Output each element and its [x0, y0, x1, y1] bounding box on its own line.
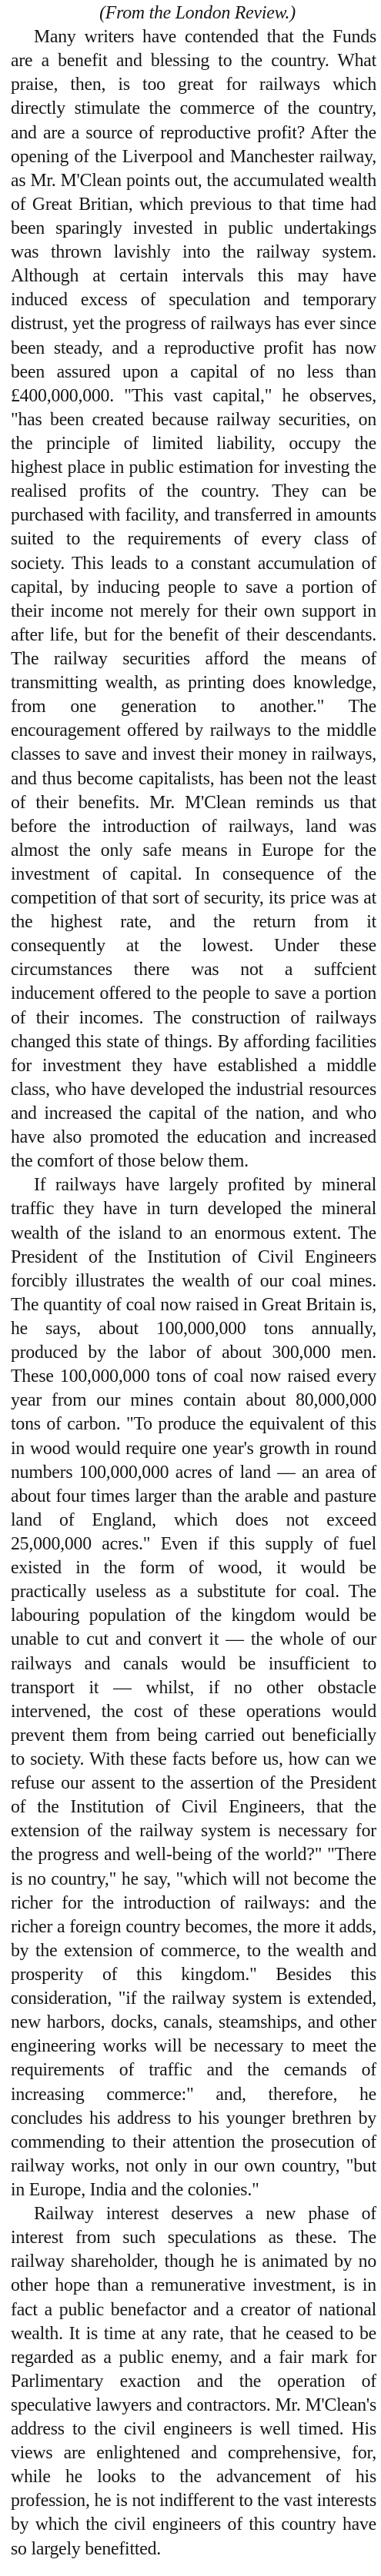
article-paragraph-3: Railway interest deserves a new phase of interest from such speculations as these. The railway shareholder, though he is animated by no other hope than a remunerative investment, is in fact a public benefactor and a creator of national wealth. It is time at any rate, that he ceased to be regarded as a public enemy, and a fair mark for Parlimentary exaction and the operation of speculative lawyers and contractors. Mr. M'Clean's address to the civil engineers is well timed. His views are enlightened and comprehensive, for, while he looks to the advancement of his profession, he is not indifferent to the vast interests by which the civil engineers of this country have so largely benefitted.	[11, 2204, 376, 2559]
article-paragraph-1: Many writers have contended that the Funds are a benefit and blessing to the country. What praise, then, is too great for railways which directly stimulate the commerce of the country, and are a source of reproductive profit? After the opening of the Liverpool and Manchester railway, as Mr. M'Clean points out, the accumulated wealth of Great Britian, which previous to that time had been sparingly invested in public undertakings was thrown lavishly into the railway system. Although at certain intervals this may have induced excess of speculation and temporary distrust, yet the progress of railways has ever since been steady, and a reproductive profit has now been assured upon a capital of no less than £400,000,000. "This vast capital," he observes, "has been created because railway securities, on the principle of limited liability, occupy the highest place in public estimation for investing the realised profits of the country. They can be purchased with facility, and transferred in amounts suited to the requirements of every class of society. This leads to a constant accumulation of capital, by inducing people to save a portion of their income not merely for their own support in after life, but for the benefit of their descendants. The railway securities afford the means of transmitting wealth, as printing does knowledge, from one generation to another." The encouragement offered by railways to the middle classes to save and invest their money in railways, and thus become capitalists, has been not the least of their benefits. Mr. M'Clean reminds us that before the introduction of railways, land was almost the only safe means in Europe for the investment of capital. In consequence of the competition of that sort of security, its price was at the highest rate, and the return from it consequently at the lowest. Under these circumstances there was not a suffcient inducement offered to the people to save a portion of their incomes. The construction of railways changed this state of things. By affording facilities for investment they have established a middle class, who have developed the industrial resources and increased the capital of the nation, and who have also promoted the education and increased the comfort of those below them.	[11, 27, 376, 1172]
article-paragraph-2: If railways have largely profited by mineral traffic they have in turn developed the mineral wealth of the island to an enormous extent. The President of the Institution of Civil Engineers forcibly illustrates the wealth of our coal mines. The quantity of coal now raised in Great Britain is, he says, about 100,000,000 tons annually, produced by the labor of about 300,000 men. These 100,000,000 tons of coal now raised every year from our mines contain about 80,000,000 tons of carbon. "To produce the equivalent of this in wood would require one year's growth in round numbers 100,000,000 acres of land — an area of about four times larger than the arable and pasture land of England, which does not exceed 25,000,000 acres." Even if this supply of fuel existed in the form of wood, it would be practically useless as a substitute for coal. The labouring population of the kingdom would be unable to cut and convert it — the whole of our railways and canals would be insufficient to transport it — whilst, if no other obstacle intervened, the cost of these operations would prevent them from being carried out beneficially to society. With these facts before us, how can we refuse our assent to the assertion of the President of the Institution of Civil Engineers, that the extension of the railway system is necessary for the progress and well-being of the world?" "There is no country," he say, "which will not become the richer for the introduction of railways: and the richer a foreign country becomes, the more it adds, by the extension of commerce, to the wealth and prosperity of this kingdom." Besides this consideration, "if the railway system is extended, new harbors, docks, canals, steamships, and other engineering works will be necessary to meet the requirements of traffic and the cemands of increasing commerce:" and, therefore, he concludes his address to his younger brethren by commending to their attention the prosecution of railway works, not only in our own country, "but in Europe, India and the colonies."	[11, 1175, 376, 2200]
article-source: (From the London Review.)	[99, 3, 296, 23]
